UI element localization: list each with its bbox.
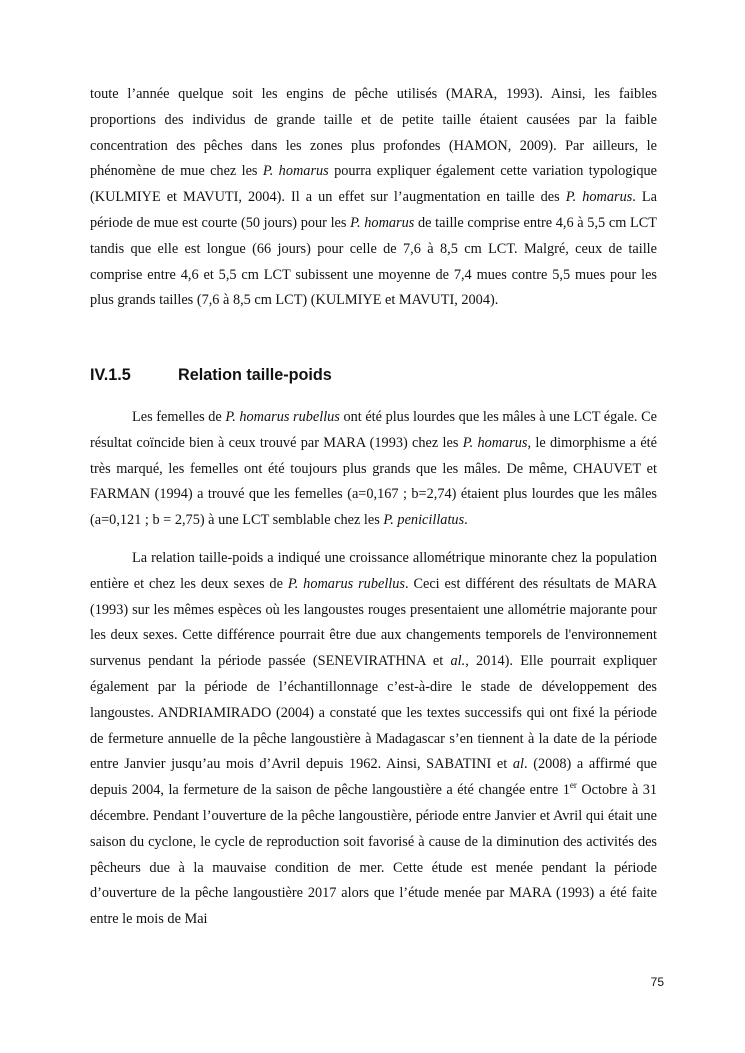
text-run: toute l’année quelque soit les engins de pêche utilisés (MARA, 1993). Ainsi, les faibles proportions des individus de grande taille et de petite taille étaient causées par la faible concentration des pêches dans les zones plus profondes (HAMON, 2009). Par ailleurs, le phénomène de mue chez les bbox=[90, 86, 657, 180]
citation-etal: al bbox=[512, 756, 524, 773]
species-name: P. homarus bbox=[350, 214, 415, 231]
paragraph-moulting bbox=[90, 82, 657, 314]
text-run: de taille comprise entre 4,6 à 5,5 cm LCT tandis que elle est longue (66 jours) pour celle de 7,6 à 8,5 cm LCT. Malgré, ceux de taille comprise entre 4,6 et 5,5 cm LCT subissent une moyenne de 7,4 mues contre 5,5 mues pour les plus grands tailles (7,6 à 8,5 cm LCT) (KULMIYE et MAVUTI, 2004). bbox=[90, 214, 657, 309]
text-run: . bbox=[464, 512, 468, 529]
species-name: P. homarus rubellus bbox=[225, 409, 340, 425]
text-run: , 2014). Elle pourrait expliquer également par la période de l’échantillonnage c’est-à-dire le stade de développement des langoustes. ANDRIAMIRADO (2004) a constaté que les textes successifs qui ont fixé la période de fermeture annuelle de la pêche langoustière à Madagascar s’en tiennent à la date de la période entre Janvier jusqu’au mois d’Avril depuis 1962. Ainsi, SABATINI et bbox=[90, 653, 657, 773]
ordinal-superscript: er bbox=[569, 780, 577, 791]
text-run: . La période de mue est courte (50 jours) pour les bbox=[90, 189, 657, 231]
section-title: Relation taille-poids bbox=[178, 366, 332, 384]
text-run: Les femelles de bbox=[132, 409, 226, 425]
text-run: pourra expliquer également cette variation typologique (KULMIYE et MAVUTI, 2004). Il a un effet sur l’augmentation en taille des bbox=[90, 163, 658, 206]
species-name: P. homarus bbox=[565, 189, 633, 206]
section-number: IV.1.5 bbox=[90, 366, 131, 384]
species-name: P. homarus rubellus bbox=[287, 575, 405, 592]
paragraph-allometry bbox=[90, 546, 657, 933]
text-run: , le dimorphisme a été très marqué, les femelles ont été toujours plus grands que les mâles. De même, CHAUVET et FARMAN (1994) a trouvé que les femelles (a=0,167 ; b=2,74) étaient plus lourdes que les mâles (a=0,121 ; b = 2,75) à une LCT semblable chez les bbox=[90, 434, 657, 529]
species-name: P. penicillatus bbox=[383, 512, 465, 529]
text-run: ont été plus lourdes que les mâles à une LCT égale. Ce résultat coïncide bien à ceux trouvé par MARA (1993) chez les bbox=[90, 409, 657, 451]
page-number: 75 bbox=[650, 975, 664, 989]
citation-etal: al. bbox=[450, 653, 466, 670]
text-run: Octobre à 31 décembre. Pendant l’ouverture de la pêche langoustière, période entre Janvier et Avril qui était une saison du cyclone, le cycle de reproduction soit favorisé à cause de la diminution des activités des pêcheurs due à la mauvaise condition de mer. Cette étude est menée pendant la période d’ouverture de la pêche langoustière 2017 alors que l’étude menée par MARA (1993) a été faite entre le mois de Mai bbox=[90, 782, 657, 928]
text-run: . Ceci est différent des résultats de MARA (1993) sur les mêmes espèces où les langoustes rouges presentaient une allométrie majorante pour les deux sexes. Cette différence pourrait être due aux changements temporels de l'environnement survenus pendant la période passée (SENEVIRATHNA et bbox=[90, 575, 657, 670]
species-name: P. homarus bbox=[262, 163, 329, 180]
text-run: La relation taille-poids a indiqué une croissance allométrique minorante chez la population entière et chez les deux sexes de bbox=[90, 550, 657, 592]
paragraph-weight-comparison bbox=[90, 405, 657, 534]
text-run: . (2008) a affirmé que depuis 2004, la fermeture de la saison de pêche langoustière a été changée entre 1 bbox=[90, 756, 657, 799]
species-name: P. homarus bbox=[462, 434, 528, 451]
section-heading bbox=[90, 366, 657, 385]
